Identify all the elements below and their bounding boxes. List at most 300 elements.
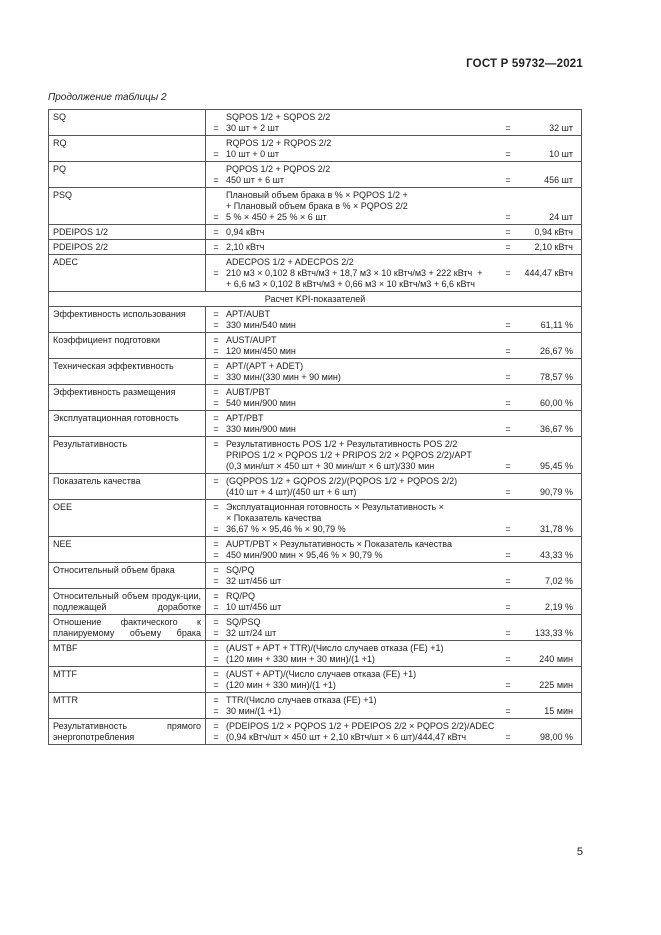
result-value: 61,11 %: [540, 320, 573, 330]
formula-line: [206, 190, 577, 201]
result-value: 225 мин: [539, 680, 573, 690]
row-name: Показатель качества: [53, 476, 141, 486]
document-id: ГОСТ Р 59732—2021: [466, 58, 583, 70]
row-name-cell: [49, 474, 206, 500]
result-value: 98,00 %: [539, 732, 573, 742]
result-value: [517, 721, 577, 732]
result-equals-sign: =: [505, 706, 511, 716]
equals-sign: =: [213, 175, 219, 185]
table-caption: Продолжение таблицы 2: [48, 92, 167, 103]
row-formula-cell: [206, 693, 582, 719]
formula-expression: (120 мин + 330 мин + 30 мин)/(1 +1): [226, 654, 375, 664]
row-name-cell: [49, 110, 206, 136]
formula-expression: APT/AUBT: [226, 309, 271, 319]
result-value: 0,94 кВтч: [534, 227, 573, 237]
formula-line: [206, 257, 577, 268]
formula-expression: 540 мин/900 мин: [226, 398, 296, 408]
formula-line: [206, 576, 577, 587]
result-equals-sign: =: [505, 212, 511, 222]
formula-line: [206, 732, 577, 743]
row-formula-cell: [206, 333, 582, 359]
result-value: [517, 669, 577, 680]
table-row: [49, 589, 582, 615]
formula-expression: (AUST + APT)/(Число случаев отказа (FE) +1): [226, 669, 417, 679]
page-number: 5: [576, 846, 583, 858]
formula-expression: 32 шт/24 шт: [226, 628, 277, 638]
equals-sign: =: [213, 309, 219, 319]
row-name-cell: [49, 307, 206, 333]
result-value: [517, 279, 577, 290]
result-value: 444,47 кВтч: [524, 268, 573, 278]
formula-expression: 330 мин/900 мин: [226, 424, 296, 434]
table-row: [49, 333, 582, 359]
formula-line: [206, 721, 577, 732]
result-equals-sign: [499, 565, 517, 576]
result-equals-sign: =: [505, 628, 511, 638]
formula-expression: 32 шт/456 шт: [226, 576, 282, 586]
equals-sign: =: [213, 268, 219, 278]
result-value: [517, 164, 577, 175]
result-value: 133,33 %: [534, 628, 573, 638]
formula-line: [206, 524, 577, 535]
formula-line: [206, 439, 577, 450]
formula-line: [206, 346, 577, 357]
formula-line: [206, 487, 577, 498]
result-value: [517, 513, 577, 524]
result-equals-sign: =: [505, 424, 511, 434]
row-formula-cell: [206, 537, 582, 563]
result-value: [517, 502, 577, 513]
formula-expression: 30 шт + 2 шт: [226, 123, 279, 133]
result-value: [517, 387, 577, 398]
row-name-cell: [49, 385, 206, 411]
result-equals-sign: =: [505, 732, 511, 742]
result-equals-sign: =: [505, 123, 511, 133]
formula-expression: Результативность POS 1/2 + Результативность POS 2/2: [226, 439, 458, 449]
table-row: [49, 500, 582, 537]
table-row: [49, 255, 582, 292]
result-equals-sign: [499, 591, 517, 602]
result-equals-sign: [499, 257, 517, 268]
row-name-cell: [49, 240, 206, 255]
result-equals-sign: =: [505, 227, 511, 237]
table-row: [49, 359, 582, 385]
formula-line: [206, 123, 577, 134]
equals-sign: =: [213, 320, 219, 330]
equals-sign: =: [213, 669, 219, 679]
equals-sign: =: [213, 539, 219, 549]
formula-line: [206, 539, 577, 550]
formula-expression: (GQPPOS 1/2 + GQPOS 2/2)/(PQPOS 1/2 + PQPOS 2/2): [226, 476, 458, 486]
formula-expression: SQ/PQ: [226, 565, 255, 575]
kpi-table: [48, 109, 582, 745]
row-name: Эффективность использования: [53, 309, 186, 319]
table-row: [49, 162, 582, 188]
row-name-cell: [49, 719, 206, 745]
row-name-cell: [49, 615, 206, 641]
formula-line: [206, 212, 577, 223]
formula-expression: 0,94 кВтч: [226, 227, 265, 237]
equals-sign: [206, 190, 226, 201]
formula-line: [206, 565, 577, 576]
result-equals-sign: [499, 201, 517, 212]
formula-line: [206, 372, 577, 383]
result-value: 36,67 %: [539, 424, 573, 434]
result-value: 15 мин: [544, 706, 573, 716]
equals-sign: =: [213, 628, 219, 638]
formula-expression: Плановый объем брака в % × PQPOS 1/2 +: [226, 190, 408, 200]
result-value: [517, 450, 577, 461]
equals-sign: =: [213, 565, 219, 575]
result-equals-sign: [499, 439, 517, 450]
result-value: [517, 476, 577, 487]
table-row: [49, 474, 582, 500]
table-row: [49, 563, 582, 589]
row-name: Эффективность размещения: [53, 387, 176, 397]
row-formula-cell: [206, 667, 582, 693]
result-value: 32 шт: [549, 123, 573, 133]
table-row: [49, 136, 582, 162]
row-formula-cell: [206, 188, 582, 225]
result-value: [517, 539, 577, 550]
equals-sign: =: [213, 591, 219, 601]
formula-expression: 330 мин/(330 мин + 90 мин): [226, 372, 341, 382]
formula-expression: Эксплуатационная готовность × Результативность ×: [226, 502, 444, 512]
row-formula-cell: [206, 500, 582, 537]
table-row: [49, 667, 582, 693]
formula-expression: 2,10 кВтч: [226, 242, 265, 252]
equals-sign: =: [213, 361, 219, 371]
formula-expression: AUST/AUPT: [226, 335, 277, 345]
equals-sign: =: [213, 502, 219, 512]
equals-sign: =: [213, 721, 219, 731]
row-name: RQ: [53, 138, 67, 148]
formula-expression: (0,94 кВтч/шт × 450 шт + 2,10 кВтч/шт × 6 шт)/444,47 кВтч: [226, 732, 467, 742]
row-name-cell: [49, 162, 206, 188]
formula-line: [206, 413, 577, 424]
result-equals-sign: [499, 413, 517, 424]
formula-line: [206, 268, 577, 279]
formula-expression: 10 шт + 0 шт: [226, 149, 279, 159]
row-formula-cell: [206, 563, 582, 589]
formula-line: [206, 242, 577, 253]
equals-sign: =: [213, 695, 219, 705]
row-formula-cell: [206, 615, 582, 641]
formula-expression: RQPOS 1/2 + RQPOS 2/2: [226, 138, 332, 148]
formula-expression: + 6,6 м3 × 0,102 8 кВтч/м3 + 0,66 м3 × 10 кВтч/м3 + 6,6 кВтч: [226, 279, 475, 289]
result-value: [517, 591, 577, 602]
formula-expression: SQPOS 1/2 + SQPOS 2/2: [226, 112, 331, 122]
result-value: [517, 112, 577, 123]
equals-sign: =: [213, 602, 219, 612]
row-formula-cell: [206, 641, 582, 667]
result-value: [517, 361, 577, 372]
equals-sign: [206, 461, 226, 472]
result-value: [517, 617, 577, 628]
formula-line: [206, 320, 577, 331]
row-name-cell: [49, 333, 206, 359]
formula-line: [206, 643, 577, 654]
row-name: Относительный объем брака: [53, 565, 175, 575]
result-value: 31,78 %: [539, 524, 573, 534]
result-equals-sign: =: [505, 550, 511, 560]
result-value: [517, 643, 577, 654]
formula-line: [206, 476, 577, 487]
result-equals-sign: =: [505, 576, 511, 586]
result-equals-sign: [499, 643, 517, 654]
result-equals-sign: =: [505, 242, 511, 252]
row-formula-cell: [206, 162, 582, 188]
equals-sign: =: [213, 654, 219, 664]
formula-expression: 10 шт/456 шт: [226, 602, 282, 612]
row-formula-cell: [206, 307, 582, 333]
formula-line: [206, 424, 577, 435]
row-formula-cell: [206, 589, 582, 615]
table-row: [49, 719, 582, 745]
equals-sign: =: [213, 476, 219, 486]
formula-expression: 36,67 % × 95,46 % × 90,79 %: [226, 524, 346, 534]
result-equals-sign: [499, 450, 517, 461]
result-equals-sign: [499, 309, 517, 320]
row-name: MTBF: [53, 643, 78, 653]
formula-line: [206, 387, 577, 398]
result-equals-sign: [499, 502, 517, 513]
equals-sign: [206, 450, 226, 461]
row-formula-cell: [206, 437, 582, 474]
formula-line: [206, 602, 577, 613]
result-value: 90,79 %: [539, 487, 573, 497]
result-value: [517, 413, 577, 424]
result-equals-sign: =: [505, 602, 511, 612]
row-name: PQ: [53, 164, 67, 174]
result-value: [517, 565, 577, 576]
formula-expression: 30 мин/(1 +1): [226, 706, 281, 716]
row-name-cell: [49, 500, 206, 537]
formula-line: [206, 513, 577, 524]
formula-line: [206, 279, 577, 290]
equals-sign: =: [213, 424, 219, 434]
formula-line: [206, 201, 577, 212]
row-name-cell: [49, 411, 206, 437]
result-value: 24 шт: [549, 212, 573, 222]
row-name: PDEIPOS 2/2: [53, 242, 109, 252]
equals-sign: =: [213, 576, 219, 586]
formula-expression: 5 % × 450 + 25 % × 6 шт: [226, 212, 327, 222]
row-formula-cell: [206, 719, 582, 745]
formula-expression: 450 шт + 6 шт: [226, 175, 284, 185]
formula-line: [206, 138, 577, 149]
row-name-cell: [49, 641, 206, 667]
formula-expression: 450 мин/900 мин × 95,46 % × 90,79 %: [226, 550, 383, 560]
equals-sign: =: [213, 212, 219, 222]
equals-sign: =: [213, 387, 219, 397]
row-name: PDEIPOS 1/2: [53, 227, 109, 237]
result-equals-sign: =: [505, 175, 511, 185]
equals-sign: [206, 112, 226, 123]
result-equals-sign: =: [505, 268, 511, 278]
formula-line: [206, 461, 577, 472]
equals-sign: =: [213, 398, 219, 408]
formula-line: [206, 680, 577, 691]
section-title: Расчет KPI-показателей: [49, 292, 582, 307]
formula-expression: (AUST + APT + TTR)/(Число случаев отказа (FE) +1): [226, 643, 444, 653]
equals-sign: =: [213, 524, 219, 534]
equals-sign: =: [213, 413, 219, 423]
equals-sign: =: [213, 643, 219, 653]
formula-expression: AUBT/PBT: [226, 387, 271, 397]
row-name-cell: [49, 537, 206, 563]
result-equals-sign: =: [505, 680, 511, 690]
equals-sign: =: [213, 732, 219, 742]
row-name: ADEC: [53, 257, 79, 267]
result-equals-sign: [499, 138, 517, 149]
row-name-cell: [49, 255, 206, 292]
equals-sign: [206, 487, 226, 498]
row-name-cell: [49, 589, 206, 615]
formula-line: [206, 706, 577, 717]
row-name: Коэффициент подготовки: [53, 335, 161, 345]
table-row: [49, 411, 582, 437]
formula-expression: TTR/(Число случаев отказа (FE) +1): [226, 695, 377, 705]
row-name: OEE: [53, 502, 73, 512]
row-name-cell: [49, 667, 206, 693]
table-row: [49, 225, 582, 240]
result-equals-sign: =: [505, 487, 511, 497]
formula-expression: (PDEIPOS 1/2 × PQPOS 1/2 + PDEIPOS 2/2 × PQPOS 2/2)/ADEC: [226, 721, 495, 731]
result-equals-sign: [499, 112, 517, 123]
formula-expression: 210 м3 × 0,102 8 кВтч/м3 + 18,7 м3 × 10 кВтч/м3 + 222 кВтч +: [226, 268, 483, 278]
equals-sign: =: [213, 680, 219, 690]
result-equals-sign: [499, 164, 517, 175]
formula-line: [206, 617, 577, 628]
row-formula-cell: [206, 240, 582, 255]
formula-line: [206, 112, 577, 123]
result-equals-sign: =: [505, 398, 511, 408]
row-name: Эксплуатационная готовность: [53, 413, 179, 423]
result-value: 26,67 %: [539, 346, 573, 356]
row-name-cell: [49, 359, 206, 385]
result-value: [517, 695, 577, 706]
equals-sign: [206, 164, 226, 175]
row-name: Относительный объем продук-ции, подлежащей доработке: [53, 591, 201, 612]
equals-sign: [206, 279, 226, 290]
row-formula-cell: [206, 136, 582, 162]
row-formula-cell: [206, 411, 582, 437]
result-value: [517, 257, 577, 268]
equals-sign: =: [213, 439, 219, 449]
result-value: [517, 138, 577, 149]
table-row: [49, 537, 582, 563]
result-equals-sign: [499, 190, 517, 201]
result-equals-sign: [499, 617, 517, 628]
formula-line: [206, 164, 577, 175]
formula-line: [206, 398, 577, 409]
row-name: NEE: [53, 539, 72, 549]
formula-expression: APT/(APT + ADET): [226, 361, 304, 371]
row-name-cell: [49, 437, 206, 474]
formula-line: [206, 175, 577, 186]
result-equals-sign: [499, 335, 517, 346]
result-equals-sign: [499, 387, 517, 398]
equals-sign: =: [213, 335, 219, 345]
formula-line: [206, 502, 577, 513]
result-equals-sign: [499, 513, 517, 524]
result-value: 43,33 %: [539, 550, 573, 560]
formula-line: [206, 550, 577, 561]
result-value: [517, 201, 577, 212]
equals-sign: =: [213, 372, 219, 382]
formula-expression: APT/PBT: [226, 413, 264, 423]
formula-expression: 330 мин/540 мин: [226, 320, 296, 330]
result-equals-sign: =: [505, 320, 511, 330]
result-value: [517, 439, 577, 450]
equals-sign: =: [213, 346, 219, 356]
table-row: [49, 437, 582, 474]
formula-expression: 120 мин/450 мин: [226, 346, 296, 356]
equals-sign: [206, 201, 226, 212]
table-row: [49, 188, 582, 225]
result-equals-sign: =: [505, 524, 511, 534]
formula-expression: × Показатель качества: [226, 513, 322, 523]
formula-line: [206, 335, 577, 346]
result-equals-sign: [499, 669, 517, 680]
row-name: PSQ: [53, 190, 73, 200]
formula-expression: AUPT/PBT × Результативность × Показатель качества: [226, 539, 452, 549]
result-equals-sign: [499, 721, 517, 732]
result-equals-sign: [499, 361, 517, 372]
table-row: [49, 307, 582, 333]
equals-sign: =: [213, 550, 219, 560]
formula-expression: PQPOS 1/2 + PQPOS 2/2: [226, 164, 331, 174]
result-value: [517, 309, 577, 320]
result-value: 456 шт: [544, 175, 573, 185]
equals-sign: [206, 257, 226, 268]
formula-line: [206, 695, 577, 706]
formula-expression: (410 шт + 4 шт)/(450 шт + 6 шт): [226, 487, 357, 497]
formula-expression: PRIPOS 1/2 × PQPOS 1/2 + PRIPOS 2/2 × PQPOS 2/2)/APT: [226, 450, 472, 460]
equals-sign: =: [213, 617, 219, 627]
formula-expression: RQ/PQ: [226, 591, 256, 601]
table-row: [49, 240, 582, 255]
section-header-row: [49, 292, 582, 307]
row-name: Отношение фактического к планируемому объему брака: [53, 617, 201, 638]
formula-line: [206, 591, 577, 602]
table-row: [49, 110, 582, 136]
table-row: [49, 385, 582, 411]
formula-line: [206, 309, 577, 320]
result-value: 78,57 %: [539, 372, 573, 382]
row-name: MTTF: [53, 669, 77, 679]
result-value: 95,45 %: [539, 461, 573, 471]
equals-sign: =: [213, 242, 219, 252]
formula-line: [206, 450, 577, 461]
row-name: MTTR: [53, 695, 78, 705]
result-equals-sign: [499, 539, 517, 550]
formula-line: [206, 628, 577, 639]
result-equals-sign: =: [505, 372, 511, 382]
formula-expression: ADECPOS 1/2 + ADECPOS 2/2: [226, 257, 354, 267]
row-name-cell: [49, 693, 206, 719]
result-equals-sign: =: [505, 149, 511, 159]
result-equals-sign: =: [505, 461, 511, 471]
result-value: 2,19 %: [544, 602, 573, 612]
result-value: [517, 190, 577, 201]
result-equals-sign: [499, 279, 517, 290]
result-value: [517, 335, 577, 346]
result-value: 60,00 %: [539, 398, 573, 408]
row-formula-cell: [206, 225, 582, 240]
row-name-cell: [49, 136, 206, 162]
